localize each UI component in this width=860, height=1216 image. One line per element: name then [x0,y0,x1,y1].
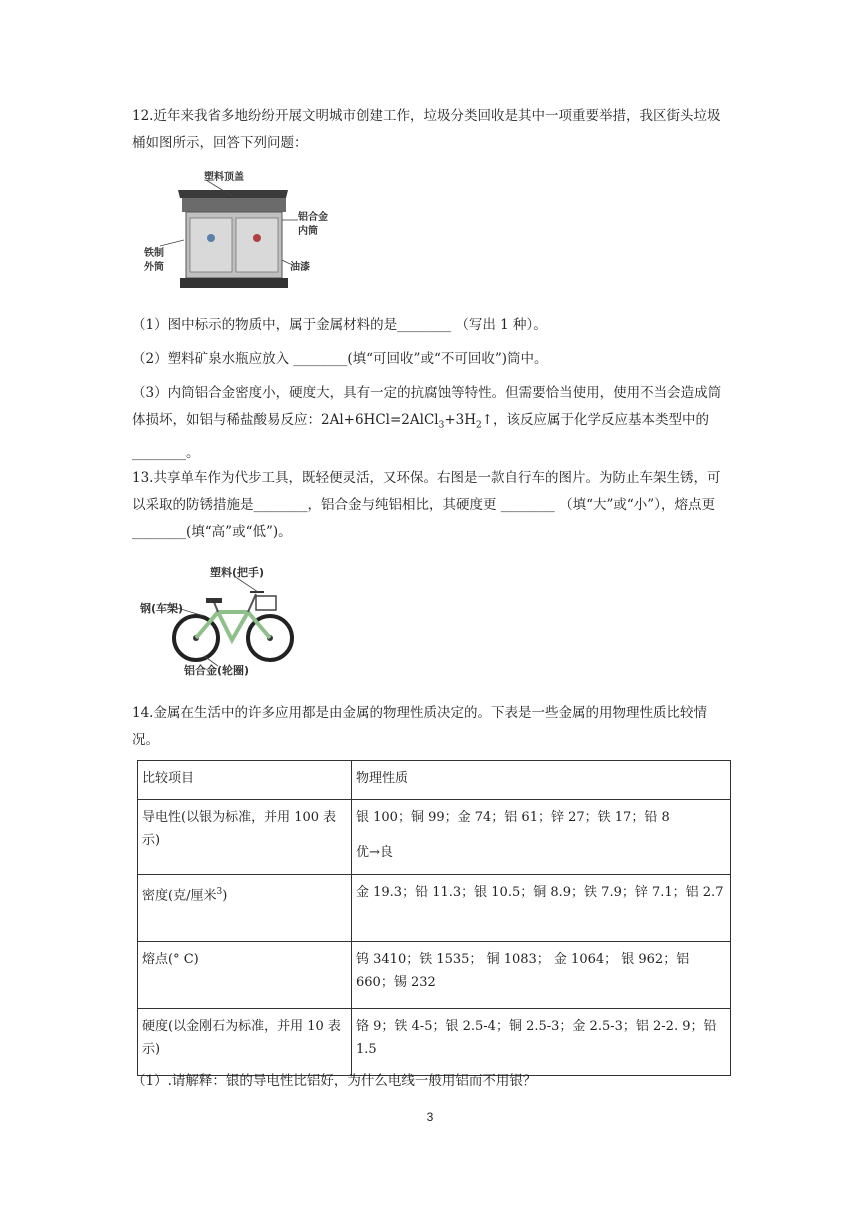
density-label-superscript: 3 [216,887,223,897]
q12-sub3-subscript-2: 2 [476,420,482,431]
q12-intro: 12.近年来我省多地纷纷开展文明城市创建工作，垃圾分类回收是其中一项重要举措，我区街头垃圾桶如图所示，回答下列问题： [132,108,721,151]
row-value-melting-point: 钨 3410；铁 1535； 铜 1083； 金 1064； 银 962；铝 660；锡 232 [352,942,731,1009]
q12-sub3-before: （3）内筒铝合金密度小，硬度大，具有一定的抗腐蚀等特性。但需要恰当使用，使用不当会造成筒体损坏，如铝与稀盐酸易反应：2Al+6HCl=2AlCl [132,385,722,428]
q13-text: 13.共享单车作为代步工具，既轻便灵活，又环保。右图是一款自行车的图片。为防止车架生锈，可以采取的防锈措施是________，铝合金与纯铝相比，其硬度更 ________ （填“大”或“小”），熔点更________(填“高”或“低”)。 [132,470,721,540]
q12-sub3-mid: +3H [444,412,477,428]
table-row [138,875,731,942]
label-iron: 铁制 [144,248,164,259]
q12-sub3 [132,380,732,467]
q12-sub3-subscript-1: 3 [438,420,445,431]
label-alloy-wheel: 铝合金(轮圈) [184,664,250,677]
density-label: 密度(克/厘米 [142,888,217,904]
row-item-hardness: 硬度(以金刚石为标准，并用 10 表示) [138,1009,352,1076]
row-value-hardness: 铬 9；铁 4-5；银 2.5-4；铜 2.5-3；金 2.5-3；铝 2-2. 9；铅 1.5 [352,1009,731,1076]
table-row [138,942,731,1009]
label-aluminum-alloy: 铝合金 [298,212,328,223]
row-value-conductivity [352,800,731,875]
conductivity-values: 银 100；铜 99；金 74；铝 61；锌 27；铁 17；铅 8 [356,810,670,825]
row-value-density: 金 19.3；铅 11.3；银 10.5；铜 8.9；铁 7.9；锌 7.1；铝 2.7 [352,875,731,942]
bicycle-figure [138,560,308,680]
table-row [138,800,731,875]
q14-sub1: （1）.请解释：银的导电性比铝好，为什么电线一般用铝而不用银？ [132,1073,537,1089]
label-plastic-handle: 塑料(把手) [210,566,265,579]
label-outer-can: 外筒 [144,262,164,273]
q12-sub1: （1）图中标示的物质中，属于金属材料的是________ （写出 1 种）。 [132,317,547,333]
q14-intro: 14.金属在生活中的许多应用都是由金属的物理性质决定的。下表是一些金属的用物理性质比较情况。 [132,705,707,748]
row-item-conductivity: 导电性(以银为标准，并用 100 表示) [138,800,352,875]
density-label-close: ) [222,888,228,904]
conductivity-note: 优→良 [356,845,393,860]
label-plastic-top: 塑料顶盖 [204,172,244,183]
header-cell-item: 比较项目 [138,761,352,800]
table-header-row [138,761,731,800]
table-row [138,1009,731,1076]
label-inner-can: 内筒 [298,226,318,237]
page-number: 3 [426,1110,434,1124]
q12-sub3-after: ↑，该反应属于化学反应基本类型中的________。 [132,412,710,461]
header-cell-property: 物理性质 [352,761,731,800]
q12-sub2: （2）塑料矿泉水瓶应放入 ________(填“可回收”或“不可回收”)筒中。 [132,351,548,367]
label-paint: 油漆 [290,262,310,273]
label-steel-frame: 钢(车架) [140,602,184,615]
trash-bin-illustration [140,160,370,300]
metal-properties-table [137,760,731,1076]
row-item-melting-point: 熔点(° C) [138,942,352,1009]
row-item-density [138,875,352,942]
trash-bin-figure [140,160,370,300]
